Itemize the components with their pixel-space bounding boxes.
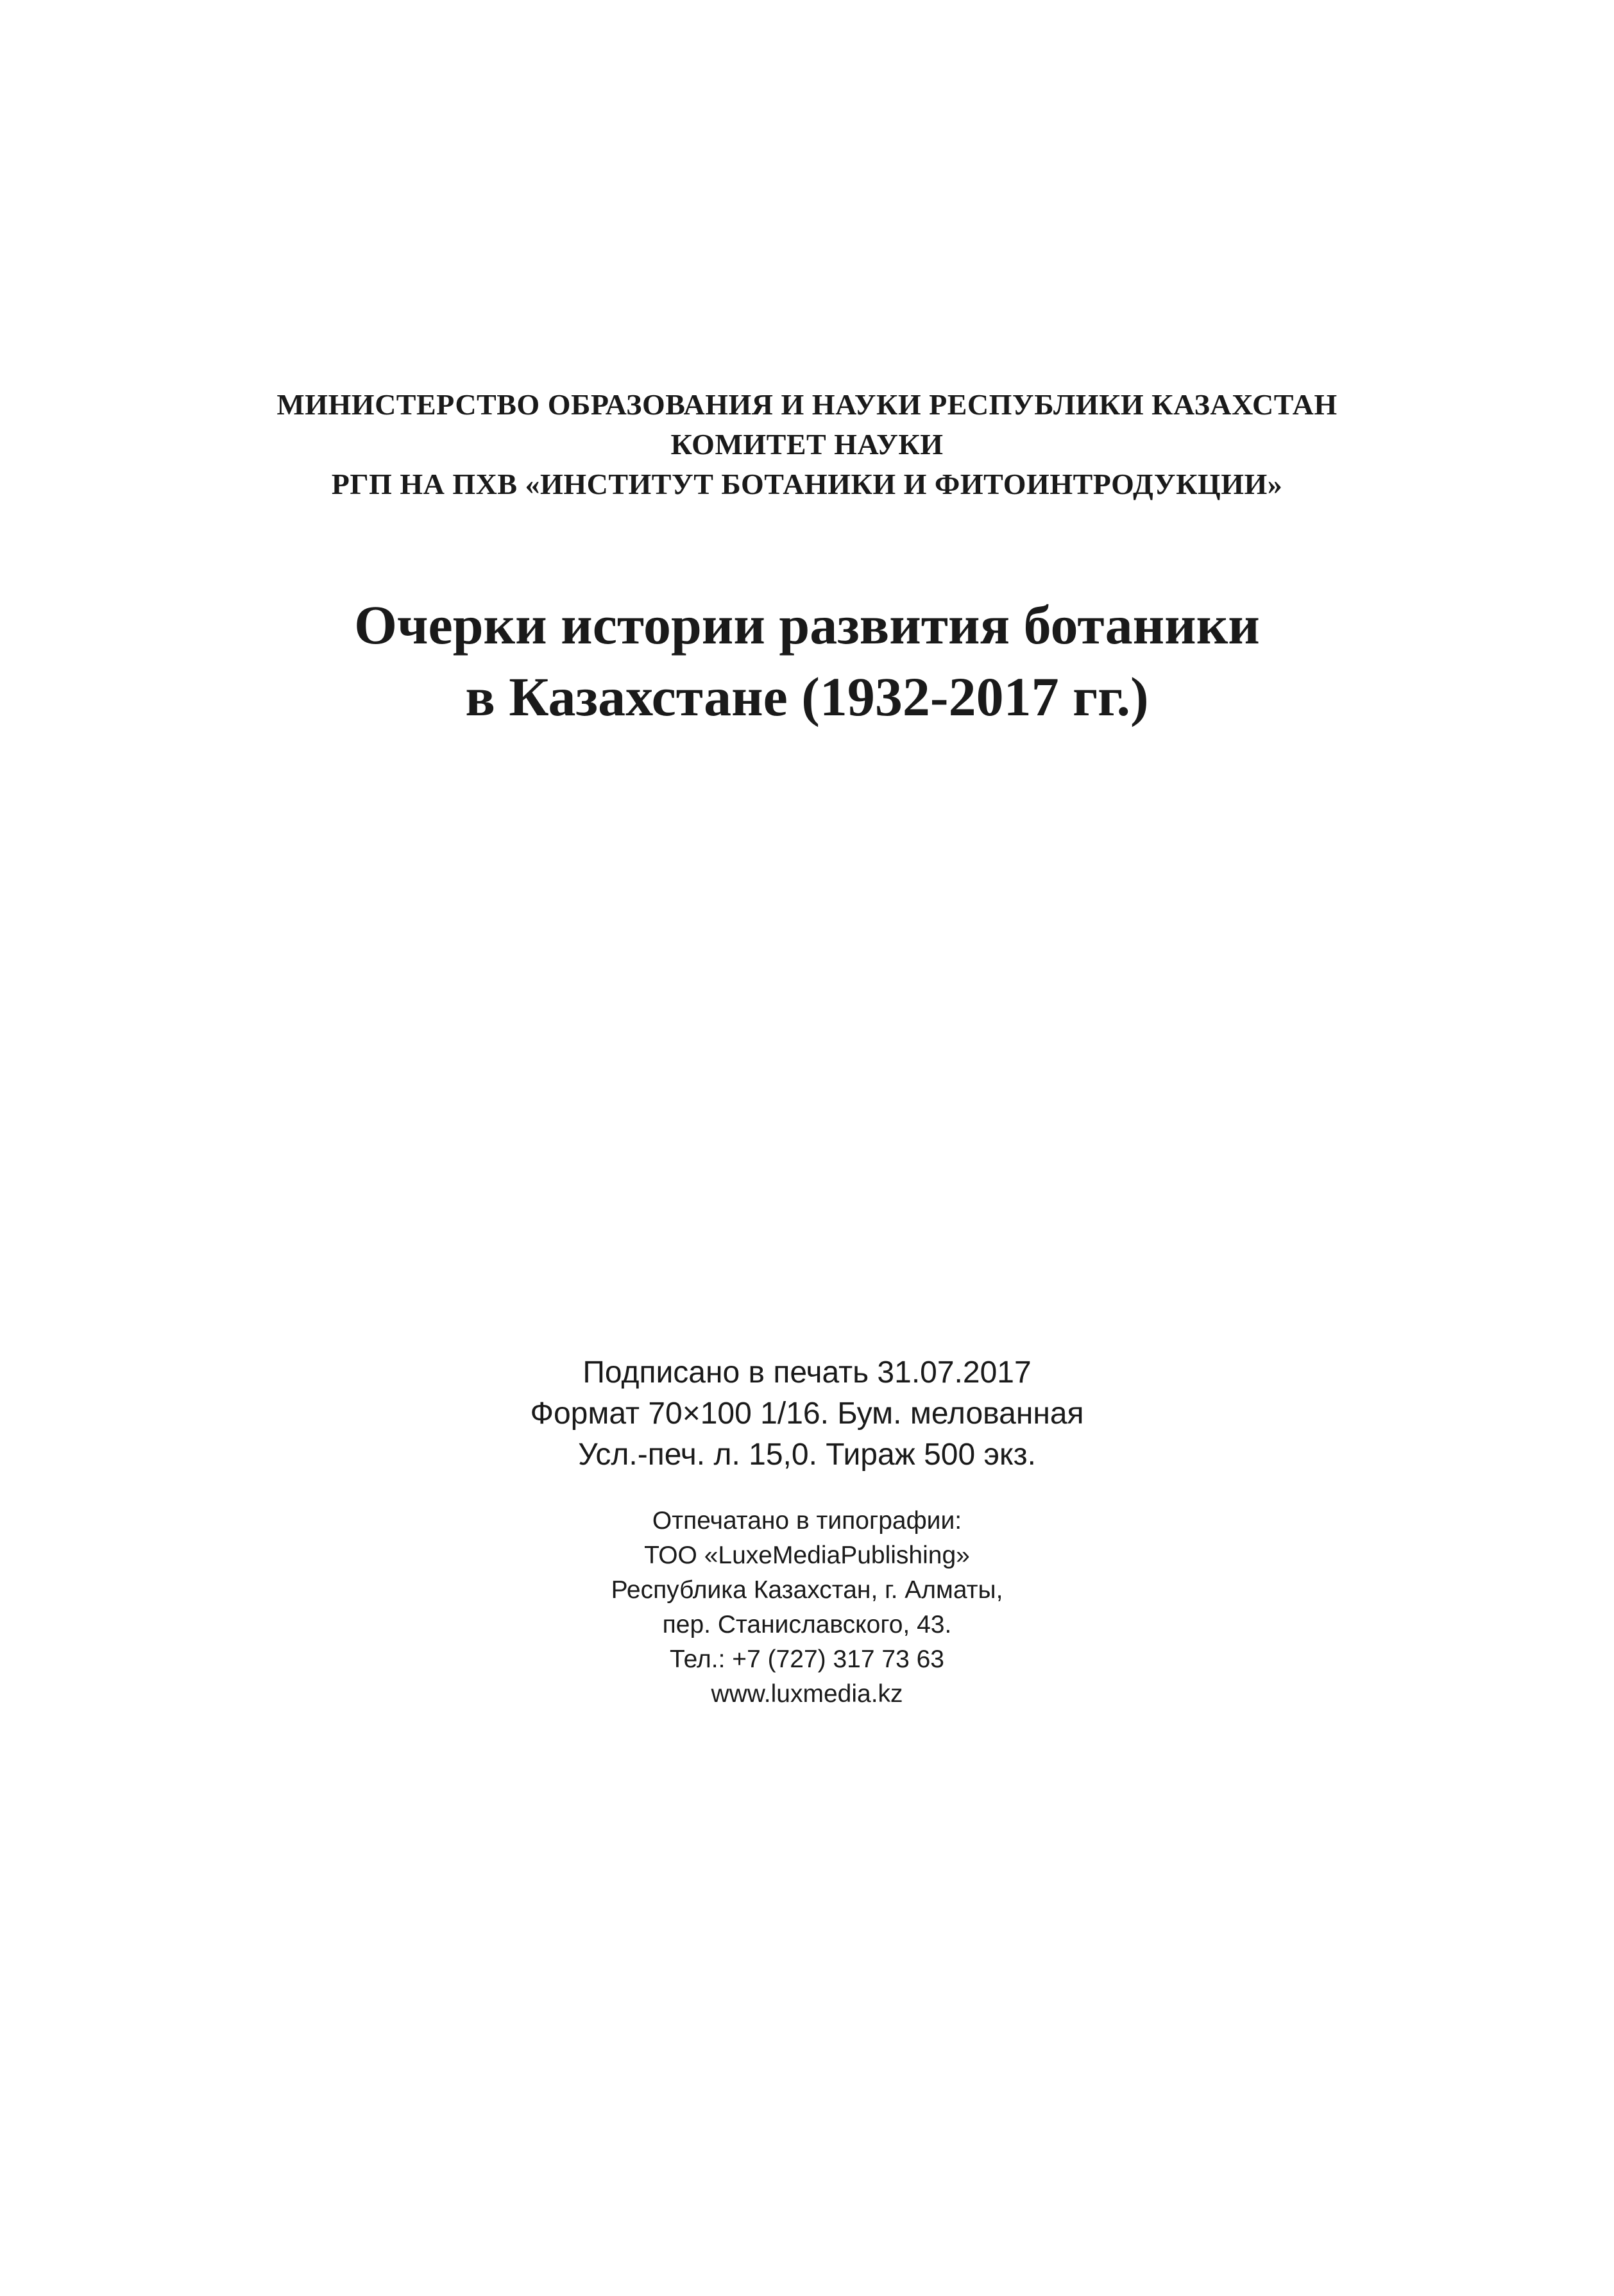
printer-phone-line: Тел.: +7 (727) 317 73 63 xyxy=(670,1645,944,1673)
signed-to-print-line: Подписано в печать 31.07.2017 xyxy=(582,1356,1032,1390)
ministry-line: МИНИСТЕРСТВО ОБРАЗОВАНИЯ И НАУКИ РЕСПУБЛИКИ КАЗАХСТАН xyxy=(276,388,1338,421)
print-run-line: Усл.-печ. л. 15,0. Тираж 500 экз. xyxy=(578,1438,1036,1472)
printer-street-line: пер. Станиславского, 43. xyxy=(662,1611,952,1638)
printer-website-line: www.luxmedia.kz xyxy=(711,1680,903,1708)
format-line: Формат 70×100 1/16. Бум. мелованная xyxy=(530,1397,1084,1431)
committee-line: КОМИТЕТ НАУКИ xyxy=(670,428,944,461)
institute-line: РГП НА ПХВ «ИНСТИТУТ БОТАНИКИ И ФИТОИНТРОДУКЦИИ» xyxy=(331,468,1283,500)
printer-city-line: Республика Казахстан, г. Алматы, xyxy=(611,1576,1003,1604)
imprint-details xyxy=(0,1352,1614,1475)
printer-details xyxy=(0,1504,1614,1712)
book-title xyxy=(0,589,1614,733)
printer-name-line: ТОО «LuxeMediaPublishing» xyxy=(644,1542,970,1569)
printed-at-line: Отпечатано в типографии: xyxy=(652,1507,962,1535)
title-line-1: Очерки истории развития ботаники xyxy=(354,594,1260,656)
organization-header xyxy=(0,385,1614,504)
title-line-2: в Казахстане (1932-2017 гг.) xyxy=(465,666,1149,727)
